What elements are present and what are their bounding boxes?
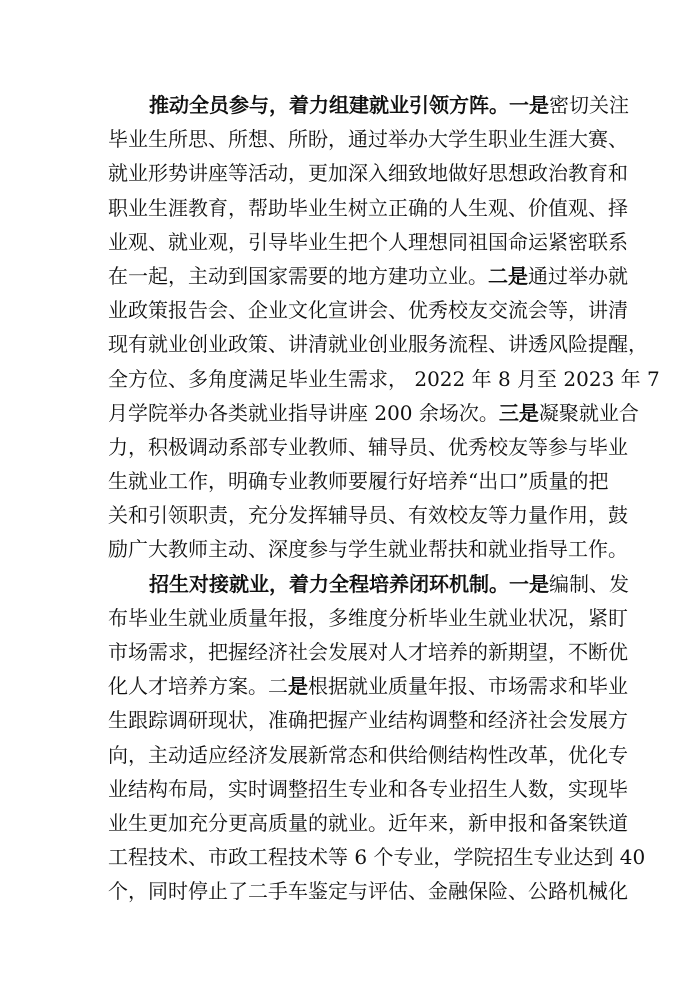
paragraph-1-line-1 (108, 88, 629, 122)
paragraph-1-heading: 推动全员参与，着力组建就业引领方阵。一是 (149, 93, 549, 117)
document-page (108, 88, 660, 909)
paragraph-1-line-4: 职业生涯教育，帮助毕业生树立正确的人生观、价值观、择 (108, 195, 628, 220)
paragraph-1-line-11: 力，积极调动系部专业教师、辅导员、优秀校友等参与毕业 (108, 434, 628, 459)
paragraph-1-line-6 (108, 259, 628, 293)
text-run: 月学院举办各类就业指导讲座 200 余场次。 (108, 400, 499, 425)
paragraph-2-heading: 招生对接就业，着力全程培养闭环机制。一是 (149, 571, 549, 596)
paragraph-1-line-2: 毕业生所思、所想、所盼，通过举办大学生职业生涯大赛、 (108, 127, 628, 152)
text-run: 凝聚就业合 (538, 400, 639, 425)
paragraph-1-line-10 (108, 396, 639, 430)
paragraph-2-line-8: 业生更加充分更高质量的就业。近年来，新申报和备案铁道 (108, 810, 628, 835)
paragraph-1-line-5: 业观、就业观，引导毕业生把个人理想同祖国命运紧密联系 (108, 229, 628, 254)
paragraph-1-line-13: 关和引领职责，充分发挥辅导员、有效校友等力量作用，鼓 (108, 503, 628, 528)
text-run: 化人才培养方案。二 (108, 674, 288, 699)
paragraph-2-line-2: 布毕业生就业质量年报，多维度分析毕业生就业状况，紧盯 (108, 605, 628, 630)
paragraph-2-line-4 (108, 669, 628, 703)
paragraph-2-line-5: 生跟踪调研现状，准确把握产业结构调整和经济社会发展方 (108, 708, 628, 733)
text-run: 通过举办就 (528, 263, 628, 288)
text-run: 编制、发 (549, 571, 629, 596)
paragraph-1-line-3: 就业形势讲座等活动，更加深入细致地做好思想政治教育和 (108, 161, 628, 186)
paragraph-2-line-9: 工程技术、市政工程技术等 6 个专业，学院招生专业达到 40 (108, 845, 646, 870)
paragraph-1-line-12: 生就业工作，明确专业教师要履行好培养“出口”质量的把 (108, 469, 609, 494)
paragraph-2-line-3: 市场需求，把握经济社会发展对人才培养的新期望，不断优 (108, 640, 628, 664)
text-run: 在一起，主动到国家需要的地方建功立业。 (108, 263, 488, 288)
text-run: 根据就业质量年报、市场需求和毕业 (308, 674, 628, 699)
paragraph-1-line-8: 现有就业创业政策、讲清就业创业服务流程、讲透风险提醒， (108, 332, 648, 357)
paragraph-1-line-9: 全方位、多角度满足毕业生需求， 2022 年 8 月至 2023 年 7 (108, 366, 660, 391)
bold-marker: 三是 (498, 400, 539, 425)
paragraph-2-line-7: 业结构布局，实时调整招生专业和各专业招生人数，实现毕 (108, 776, 628, 801)
bold-marker: 二是 (488, 263, 528, 288)
bold-marker: 是 (288, 674, 308, 699)
paragraph-1-line-7: 业政策报告会、企业文化宣讲会、优秀校友交流会等，讲清 (108, 298, 628, 323)
paragraph-2-line-10: 个，同时停止了二手车鉴定与评估、金融保险、公路机械化 (108, 879, 628, 904)
text-run: 密切关注 (549, 93, 629, 117)
paragraph-2-line-1 (108, 567, 629, 601)
paragraph-1-line-14: 励广大教师主动、深度参与学生就业帮扶和就业指导工作。 (108, 537, 628, 562)
paragraph-2-line-6: 向，主动适应经济发展新常态和供给侧结构性改革，优化专 (108, 742, 628, 767)
